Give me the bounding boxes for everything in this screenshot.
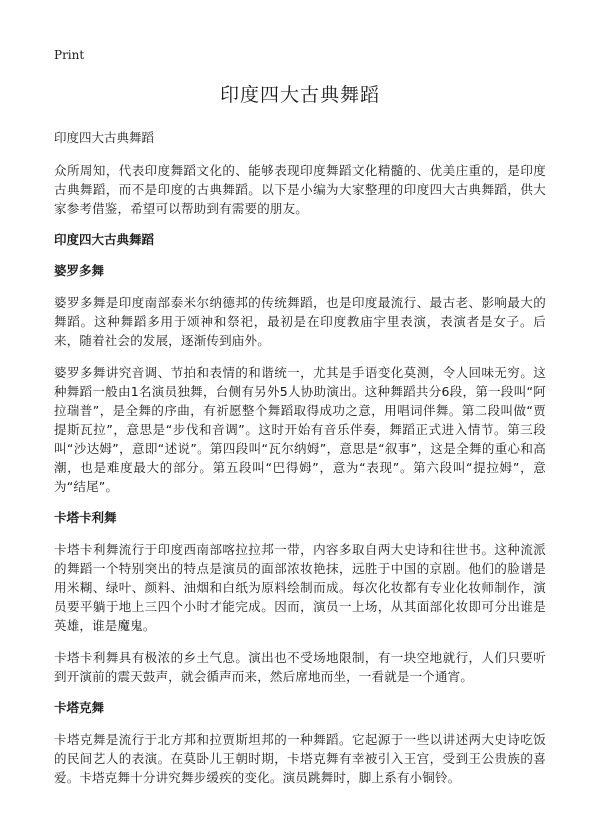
section-heading-bharatanatyam: 婆罗多舞 (54, 263, 105, 278)
section-paragraph: 卡塔卡利舞流行于印度西南部喀拉拉邦一带，内容多取自两大史诗和往世书。这种流派的舞蹈一个特别突出的特点是演员的面部浓妆艳抹，远胜于中国的京剧。他们的脸谱是用米糊、绿叶、颜料、油烟和白纸为原料绘制而成。每次化妆都有专业化妆师制作，演员要平躺于地上三四个小时才能完成。因而，演员一上场，从其面部化妆即可分出谁是英雄，谁是魔鬼。 (54, 542, 546, 633)
section-heading-kathak: 卡塔克舞 (54, 700, 105, 715)
print-link[interactable]: Print (54, 48, 85, 62)
section-paragraph: 婆罗多舞讲究音调、节拍和表情的和谐统一，尤其是手语变化莫测，令人回味无穷。这种舞蹈一般由1名演员独舞，台侧有另外5人协助演出。这种舞蹈共分6段，第一段叫“阿拉瑞普”，是全舞的序曲，有祈愿整个舞蹈取得成功之意，用唱词伴舞。第二段叫做“贾提斯瓦拉”，意思是“步伐和音调”。这时开始有音乐伴奏，舞蹈正式进入情节。第三段叫“沙达姆”，意即“述说”。第四段叫“瓦尔纳姆”，意思是“叙事”，这是全舞的重心和高潮，也是难度最大的部分。第五段叫“巴得姆”，意为“表现”。第六段叫“提拉姆”，意为“结尾”。 (54, 365, 546, 494)
section-heading-kathakali: 卡塔卡利舞 (54, 510, 117, 525)
document-subtitle: 印度四大古典舞蹈 (54, 130, 155, 145)
intro-paragraph: 众所周知，代表印度舞蹈文化的、能够表现印度舞蹈文化精髓的、优美庄重的，是印度古典舞蹈，而不是印度的古典舞蹈。以下是小编为大家整理的印度四大古典舞蹈，供大家参考借鉴，希望可以帮助到有需要的朋友。 (54, 163, 546, 216)
section-paragraph: 卡塔卡利舞具有极浓的乡土气息。演出也不受场地限制，有一块空地就行，人们只要听到开演前的震天鼓声，就会循声而来，然后席地而坐，一看就是一个通宵。 (54, 650, 546, 684)
section-paragraph: 婆罗多舞是印度南部泰米尔纳德邦的传统舞蹈，也是印度最流行、最古老、影响最大的舞蹈。这种舞蹈多用于颂神和祭祀，最初是在印度教庙宇里表演，表演者是女子。后来，随着社会的发展，逐渐传到庙外。 (54, 295, 546, 348)
page-title: 印度四大古典舞蹈 (219, 84, 380, 106)
section-paragraph: 卡塔克舞是流行于北方邦和拉贾斯坦邦的一种舞蹈。它起源于一些以讲述两大史诗吃饭的民间艺人的表演。在莫卧儿王朝时期，卡塔克舞有幸被引入王宫，受到王公贵族的喜爱。卡塔克舞十分讲究舞步缓疾的变化。演员跳舞时，脚上系有小铜铃。 (54, 732, 546, 785)
main-heading: 印度四大古典舞蹈 (54, 232, 155, 247)
